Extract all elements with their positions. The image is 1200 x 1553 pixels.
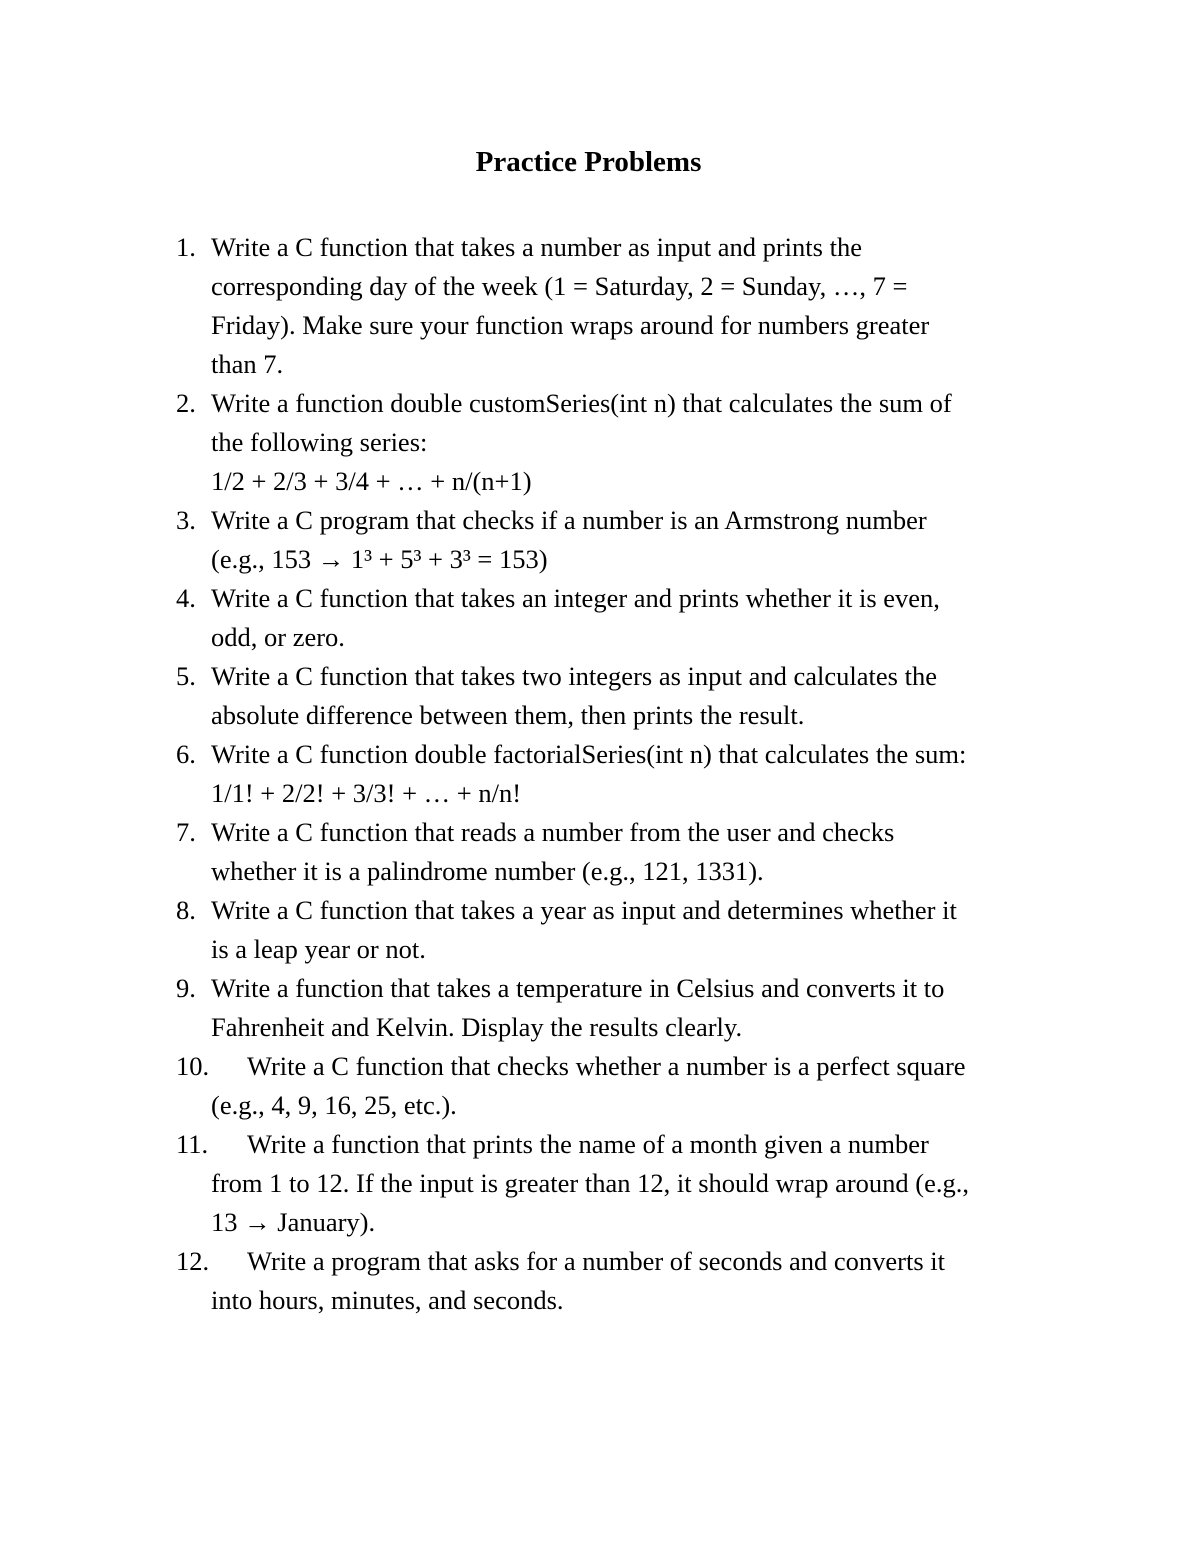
- problem-item: [0, 1125, 1200, 1242]
- problem-text-line: the following series:: [211, 427, 428, 457]
- problem-number: 12.: [176, 1246, 210, 1276]
- problem-number: 11.: [176, 1129, 209, 1159]
- problem-text-line: 1/2 + 2/3 + 3/4 + … + n/(n+1): [211, 466, 532, 496]
- problem-text-line: Write a function that prints the name of a month given a number: [247, 1129, 929, 1159]
- problem-item: [0, 657, 1200, 735]
- problem-text-line: Write a C program that checks if a number is an Armstrong number: [211, 505, 927, 535]
- problem-text-line: Write a C function that takes two integers as input and calculates the: [211, 661, 937, 691]
- problem-text-line: (e.g., 4, 9, 16, 25, etc.).: [211, 1090, 457, 1120]
- problem-text-line: 13 → January).: [211, 1207, 376, 1237]
- problem-text-line: is a leap year or not.: [211, 934, 426, 964]
- problem-number: 7.: [176, 817, 196, 847]
- problem-number: 4.: [176, 583, 196, 613]
- problem-item: [0, 891, 1200, 969]
- problem-number: 2.: [176, 388, 196, 418]
- problem-text-line: corresponding day of the week (1 = Saturday, 2 = Sunday, …, 7 =: [211, 271, 908, 301]
- problem-text-line: than 7.: [211, 349, 284, 379]
- problem-number: 3.: [176, 505, 196, 535]
- problem-item: [0, 813, 1200, 891]
- problem-item: [0, 384, 1200, 501]
- problem-text-line: 1/1! + 2/2! + 3/3! + … + n/n!: [211, 778, 522, 808]
- problem-text-line: Write a C function that takes an integer and prints whether it is even,: [211, 583, 940, 613]
- problem-item: [0, 579, 1200, 657]
- problem-text-line: Write a C function that takes a year as input and determines whether it: [211, 895, 957, 925]
- problem-number: 1.: [176, 232, 196, 262]
- problem-text-line: Write a C function that reads a number from the user and checks: [211, 817, 895, 847]
- problem-text-line: (e.g., 153 → 1³ + 5³ + 3³ = 153): [211, 544, 548, 574]
- problem-text-line: Friday). Make sure your function wraps around for numbers greater: [211, 310, 930, 340]
- problem-text-line: Write a C function double factorialSeries(int n) that calculates the sum:: [211, 739, 967, 769]
- problem-text-line: Write a function double customSeries(int n) that calculates the sum of: [211, 388, 952, 418]
- problem-text-line: Write a function that takes a temperature in Celsius and converts it to: [211, 973, 945, 1003]
- problem-text-line: absolute difference between them, then prints the result.: [211, 700, 805, 730]
- problem-item: [0, 1242, 1200, 1320]
- problem-item: [0, 1047, 1200, 1125]
- problem-text-line: Write a C function that checks whether a number is a perfect square: [247, 1051, 966, 1081]
- page-title: Practice Problems: [475, 146, 702, 178]
- problem-number: 9.: [176, 973, 196, 1003]
- problem-text-line: Fahrenheit and Kelvin. Display the results clearly.: [211, 1012, 743, 1042]
- problem-text-line: odd, or zero.: [211, 622, 345, 652]
- problem-item: [0, 228, 1200, 384]
- problem-number: 5.: [176, 661, 196, 691]
- problem-text-line: into hours, minutes, and seconds.: [211, 1285, 564, 1315]
- problem-text-line: Write a C function that takes a number as input and prints the: [211, 232, 862, 262]
- problem-item: [0, 735, 1200, 813]
- problem-text-line: from 1 to 12. If the input is greater than 12, it should wrap around (e.g.,: [211, 1168, 970, 1198]
- problem-item: [0, 969, 1200, 1047]
- problem-item: [0, 501, 1200, 579]
- problem-number: 10.: [176, 1051, 210, 1081]
- problem-text-line: whether it is a palindrome number (e.g., 121, 1331).: [211, 856, 764, 886]
- problem-number: 8.: [176, 895, 196, 925]
- problem-number: 6.: [176, 739, 196, 769]
- problem-text-line: Write a program that asks for a number of seconds and converts it: [247, 1246, 946, 1276]
- problem-list: [0, 228, 1200, 1320]
